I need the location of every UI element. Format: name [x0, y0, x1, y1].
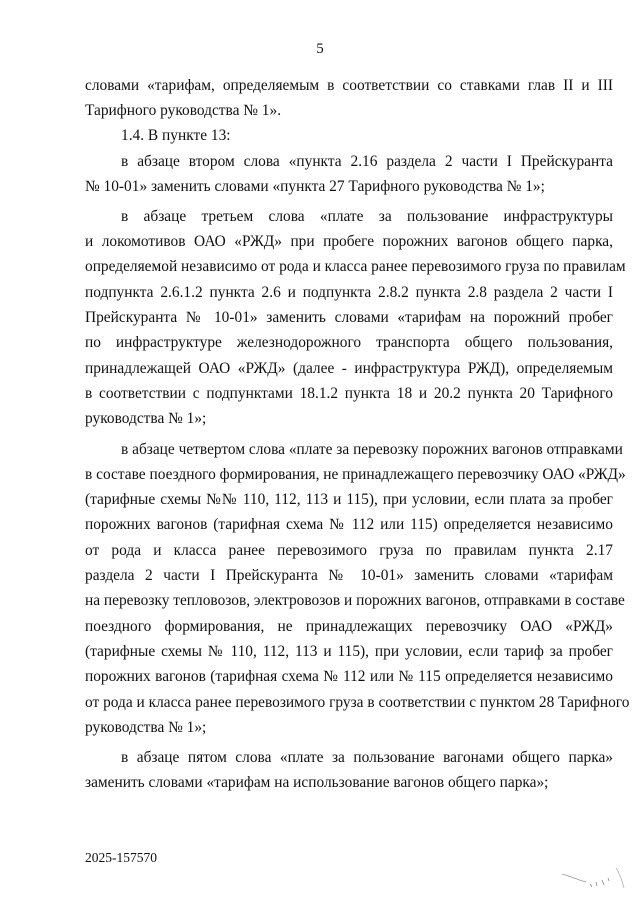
text-line: руководства № 1»;: [85, 719, 207, 736]
text-line: (тарифные схемы № 110, 112, 113 и 115), при условии, если тариф за пробег: [85, 643, 613, 660]
text-line: № 10-01» заменить словами «пункта 27 Тарифного руководства № 1»;: [85, 178, 545, 195]
page-number: 5: [316, 41, 324, 57]
text-line: руководства № 1»;: [85, 410, 207, 427]
text-line: раздела 2 части I Прейскуранта № 10-01» заменить словами «тарифам: [85, 567, 613, 584]
text-line: (тарифные схемы №№ 110, 112, 113 и 115), при условии, если плата за пробег: [85, 491, 613, 508]
text-line: в абзаце третьем слова «плате за пользование инфраструктуры: [121, 208, 613, 225]
text-line: в абзаце четвертом слова «плате за перевозку порожних вагонов отправками: [121, 441, 623, 458]
text-line: Тарифного руководства № 1».: [85, 102, 282, 119]
text-line: и локомотивов ОАО «РЖД» при пробеге порожних вагонов общего парка,: [85, 233, 613, 250]
text-line: заменить словами «тарифам на использование вагонов общего парка»;: [85, 774, 549, 791]
document-code: 2025-157570: [85, 850, 157, 865]
scan-marks: [560, 862, 630, 892]
text-line: в абзаце втором слова «пункта 2.16 раздела 2 части I Прейскуранта: [121, 153, 613, 170]
text-line: от рода и класса ранее перевозимого груза по правилам пункта 2.17: [85, 542, 613, 559]
text-line: подпункта 2.6.1.2 пункта 2.6 и подпункта 2.8.2 пункта 2.8 раздела 2 части I: [85, 284, 613, 301]
text-line: в абзаце пятом слова «плате за пользование вагонами общего парка»: [121, 749, 613, 766]
text-line: Прейскуранта № 10-01» заменить словами «тарифам на порожний пробег: [85, 309, 613, 326]
section-heading: 1.4. В пункте 13:: [121, 127, 231, 144]
text-line: в соответствии с подпунктами 18.1.2 пункта 18 и 20.2 пункта 20 Тарифного: [85, 385, 613, 402]
text-line: по инфраструктуре железнодорожного транспорта общего пользования,: [85, 334, 613, 351]
text-line: принадлежащей ОАО «РЖД» (далее - инфраструктура РЖД), определяемым: [85, 360, 613, 377]
text-line: словами «тарифам, определяемым в соответствии со ставками глав II и III: [85, 77, 613, 94]
text-line: от рода и класса ранее перевозимого груза в соответствии с пунктом 28 Тарифного: [85, 694, 630, 711]
text-line: порожних вагонов (тарифная схема № 112 или № 115 определяется независимо: [85, 668, 613, 685]
text-line: определяемой независимо от рода и класса ранее перевозимого груза по правилам: [85, 258, 626, 275]
text-line: поездного формирования, не принадлежащих перевозчику ОАО «РЖД»: [85, 618, 613, 635]
text-line: порожних вагонов (тарифная схема № 112 или 115) определяется независимо: [85, 516, 613, 533]
text-line: на перевозку тепловозов, электровозов и порожних вагонов, отправками в составе: [85, 592, 625, 609]
text-line: в составе поездного формирования, не принадлежащего перевозчику ОАО «РЖД»: [85, 466, 626, 483]
